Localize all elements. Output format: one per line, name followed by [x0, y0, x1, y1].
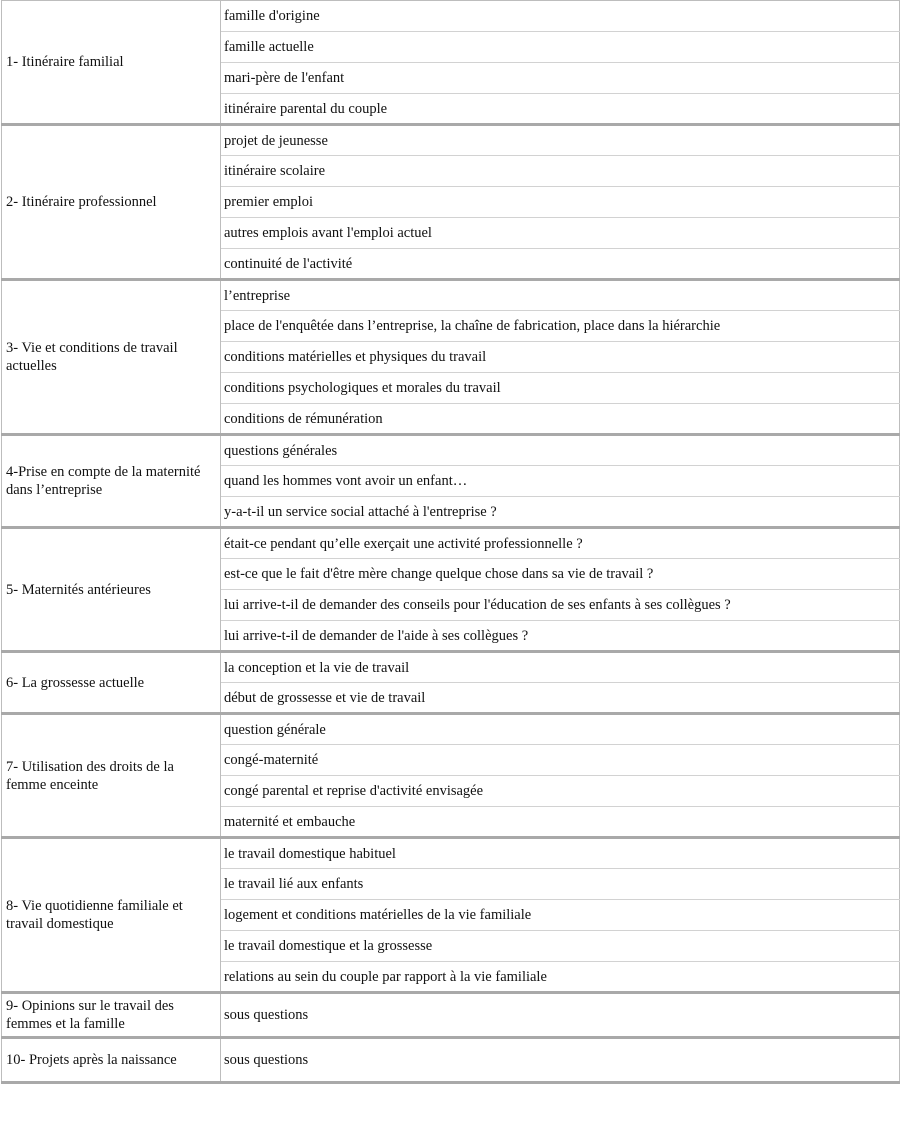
- section-item: famille actuelle: [221, 32, 900, 63]
- section-item: lui arrive-t-il de demander des conseils pour l'éducation de ses enfants à ses collègues ?: [221, 590, 900, 621]
- section-item: congé-maternité: [221, 745, 900, 776]
- section-item: est-ce que le fait d'être mère change quelque chose dans sa vie de travail ?: [221, 559, 900, 590]
- section-item: quand les hommes vont avoir un enfant…: [221, 466, 900, 497]
- outline-row: [2, 125, 900, 156]
- section-item: lui arrive-t-il de demander de l'aide à ses collègues ?: [221, 621, 900, 652]
- section-item: question générale: [221, 714, 900, 745]
- section-item: sous questions: [221, 1038, 900, 1083]
- section-label: 7- Utilisation des droits de la femme enceinte: [2, 714, 221, 838]
- section-item: logement et conditions matérielles de la vie familiale: [221, 900, 900, 931]
- section-item: mari-père de l'enfant: [221, 63, 900, 94]
- section-item: autres emplois avant l'emploi actuel: [221, 218, 900, 249]
- outline-row: [2, 435, 900, 466]
- section-item: l’entreprise: [221, 280, 900, 311]
- section-label: 4-Prise en compte de la maternité dans l’entreprise: [2, 435, 221, 528]
- section-item: conditions matérielles et physiques du travail: [221, 342, 900, 373]
- outline-row: [2, 993, 900, 1038]
- section-label: 5- Maternités antérieures: [2, 528, 221, 652]
- section-item: sous questions: [221, 993, 900, 1038]
- outline-row: [2, 652, 900, 683]
- section-item: continuité de l'activité: [221, 249, 900, 280]
- section-item: début de grossesse et vie de travail: [221, 683, 900, 714]
- section-label: 9- Opinions sur le travail des femmes et la famille: [2, 993, 221, 1038]
- outline-row: [2, 838, 900, 869]
- section-item: premier emploi: [221, 187, 900, 218]
- section-item: congé parental et reprise d'activité envisagée: [221, 776, 900, 807]
- outline-row: [2, 280, 900, 311]
- outline-body: [2, 1, 900, 1083]
- section-item: y-a-t-il un service social attaché à l'entreprise ?: [221, 497, 900, 528]
- outline-row: [2, 1, 900, 32]
- section-item: relations au sein du couple par rapport à la vie familiale: [221, 962, 900, 993]
- outline-row: [2, 528, 900, 559]
- outline-table: [1, 0, 900, 1084]
- section-item: était-ce pendant qu’elle exerçait une activité professionnelle ?: [221, 528, 900, 559]
- section-label: 3- Vie et conditions de travail actuelles: [2, 280, 221, 435]
- section-label: 2- Itinéraire professionnel: [2, 125, 221, 280]
- section-label: 8- Vie quotidienne familiale et travail domestique: [2, 838, 221, 993]
- outline-row: [2, 714, 900, 745]
- section-item: projet de jeunesse: [221, 125, 900, 156]
- section-item: conditions de rémunération: [221, 404, 900, 435]
- section-label: 10- Projets après la naissance: [2, 1038, 221, 1083]
- section-label: 6- La grossesse actuelle: [2, 652, 221, 714]
- section-item: maternité et embauche: [221, 807, 900, 838]
- section-item: itinéraire scolaire: [221, 156, 900, 187]
- section-item: questions générales: [221, 435, 900, 466]
- section-item: le travail domestique et la grossesse: [221, 931, 900, 962]
- section-item: itinéraire parental du couple: [221, 94, 900, 125]
- section-item: conditions psychologiques et morales du travail: [221, 373, 900, 404]
- section-item: le travail lié aux enfants: [221, 869, 900, 900]
- section-item: le travail domestique habituel: [221, 838, 900, 869]
- section-item: famille d'origine: [221, 1, 900, 32]
- section-item: la conception et la vie de travail: [221, 652, 900, 683]
- outline-row: [2, 1038, 900, 1083]
- section-label: 1- Itinéraire familial: [2, 1, 221, 125]
- section-item: place de l'enquêtée dans l’entreprise, la chaîne de fabrication, place dans la hiérarchie: [221, 311, 900, 342]
